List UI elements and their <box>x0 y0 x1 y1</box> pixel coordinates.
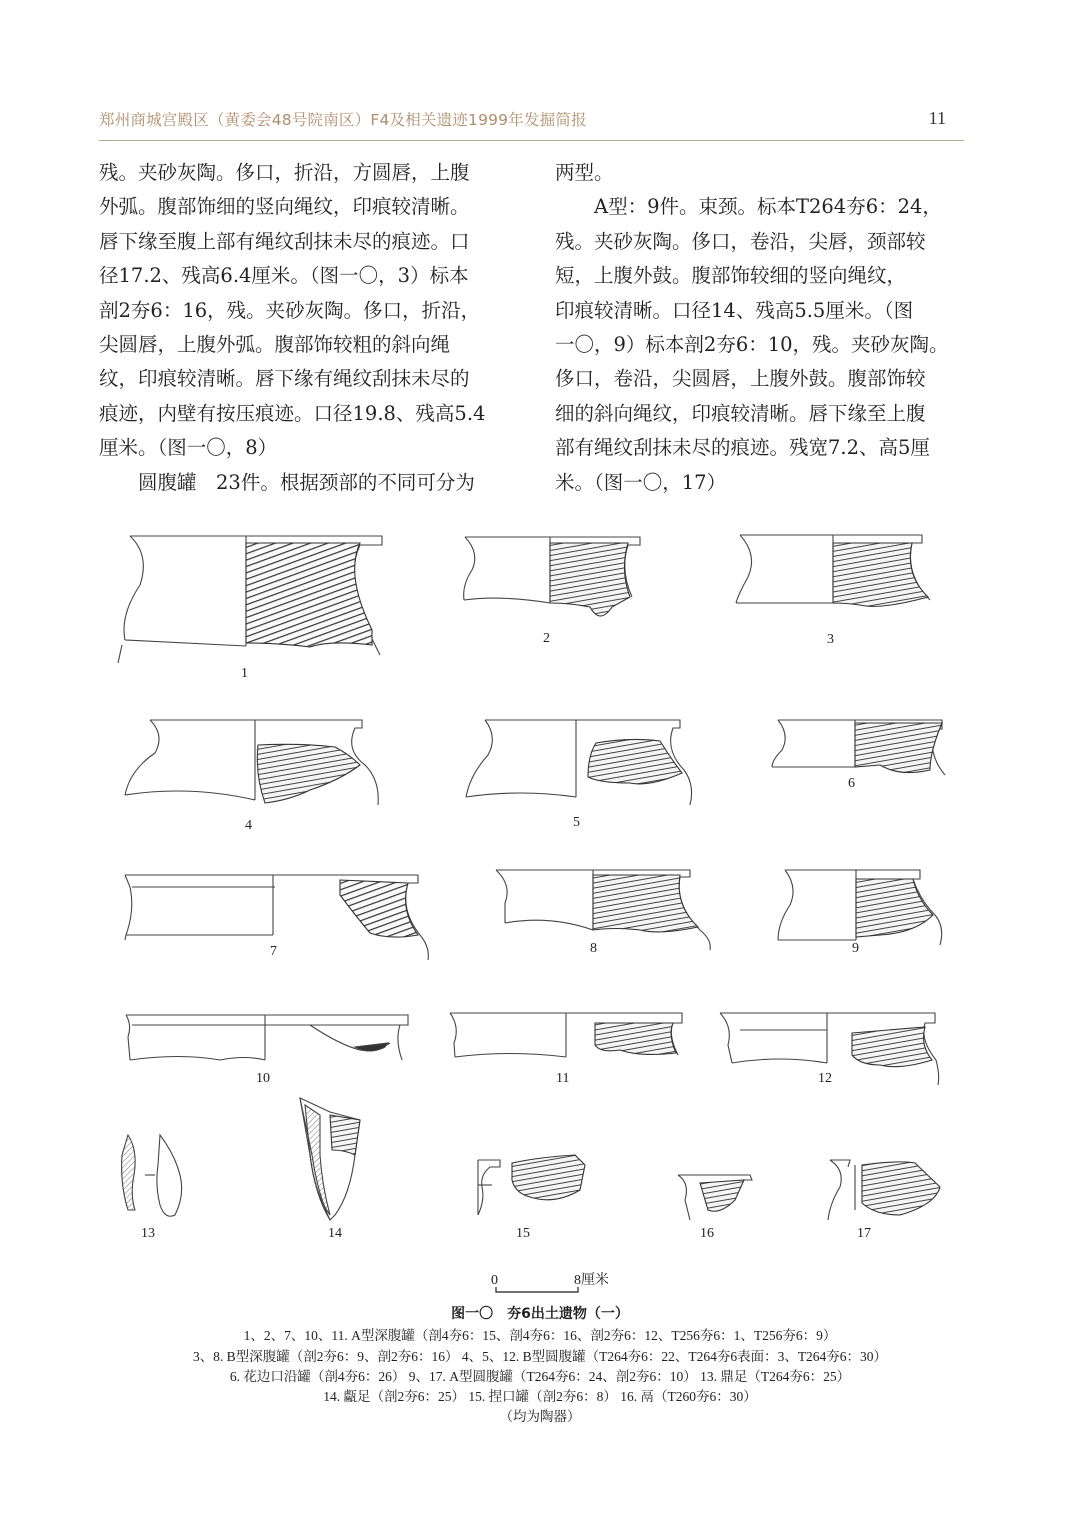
left-text-column <box>99 156 519 500</box>
vessel-14-drawing <box>300 1098 360 1220</box>
figure-label: 3 <box>827 632 834 647</box>
figure-label: 9 <box>852 941 859 956</box>
figure-caption-line: 14. 甗足（剖2夯6：25） 15. 捏口罐（剖2夯6：8） 16. 鬲（T260夯6：30） <box>323 1389 757 1404</box>
text-line: 痕迹，内壁有按压痕迹。口径19.8、残高5.4 <box>99 401 486 425</box>
text-line: 纹，印痕较清晰。唇下缘有绳纹刮抹未尽的 <box>99 367 470 391</box>
figure-caption-line: （均为陶器） <box>499 1409 581 1424</box>
vessel-17-drawing <box>828 1160 940 1220</box>
figure-label: 1 <box>241 666 248 681</box>
text-line: 短，上腹外鼓。腹部饰较细的竖向绳纹， <box>555 264 907 288</box>
vessel-5-drawing <box>466 720 692 805</box>
text-line: A型：9件。束颈。标本T264夯6：24， <box>555 195 942 219</box>
header-rule <box>99 140 964 141</box>
figure-label: 5 <box>573 815 580 830</box>
figure-caption-line: 1、2、7、10、11. A型深腹罐（剖4夯6：15、剖4夯6：16、剖2夯6：12、T256夯6：1、T256夯6：9） <box>243 1328 837 1343</box>
figure-caption-line: 3、8. B型深腹罐（剖2夯6：9、剖2夯6：16） 4、5、12. B型圆腹罐（T264夯6：22、T264夯6表面：3、T264夯6：30） <box>192 1349 888 1364</box>
figure-caption-line: 6. 花边口沿罐（剖4夯6：26） 9、17. A型圆腹罐（T264夯6：24、剖2夯6：10） 13. 鼎足（T264夯6：25） <box>229 1369 851 1384</box>
figure-label: 12 <box>818 1071 832 1086</box>
figure-label: 6 <box>848 776 855 791</box>
scale-end-label: 8厘米 <box>574 1273 608 1288</box>
figure-labels <box>141 631 871 1241</box>
figure-label: 7 <box>270 944 277 959</box>
vessel-2-drawing <box>464 537 640 616</box>
pottery-figure <box>0 515 1080 1305</box>
text-line: 剖2夯6：16，残。夹砂灰陶。侈口，折沿， <box>99 298 481 322</box>
figure-label: 16 <box>700 1226 714 1241</box>
vessel-1-drawing <box>118 536 382 663</box>
figure-label: 13 <box>141 1226 155 1241</box>
vessel-9-drawing <box>778 870 942 945</box>
right-text-column <box>555 156 975 500</box>
text-line: 径17.2、残高6.4厘米。（图一〇，3）标本 <box>99 264 469 288</box>
text-line: 唇下缘至腹上部有绳纹刮抹未尽的痕迹。口 <box>99 229 470 253</box>
text-line: 厘米。（图一〇，8） <box>99 436 278 460</box>
vessel-16-drawing <box>678 1175 752 1220</box>
running-header-title: 郑州商城宫殿区（黄委会48号院南区）F4及相关遗迹1999年发掘简报 <box>99 111 587 129</box>
vessel-10-drawing <box>126 1015 408 1060</box>
text-line: 尖圆唇，上腹外弧。腹部饰较粗的斜向绳 <box>99 333 451 357</box>
figure-label: 15 <box>516 1226 530 1241</box>
text-line: 两型。 <box>555 161 614 184</box>
text-line: 印痕较清晰。口径14、残高5.5厘米。（图 <box>555 298 914 322</box>
text-line: 部有绳纹刮抹未尽的痕迹。残宽7.2、高5厘 <box>555 436 930 460</box>
scale-bar <box>488 1270 608 1300</box>
page-number: 11 <box>928 108 946 128</box>
figure-label: 2 <box>543 631 550 646</box>
vessel-11-drawing <box>450 1013 682 1057</box>
text-line: 侈口，卷沿，尖圆唇，上腹外鼓。腹部饰较 <box>555 367 926 391</box>
figure-label: 11 <box>556 1071 570 1086</box>
figure-caption-title: 图一〇 夯6出土遗物（一） <box>451 1306 629 1322</box>
vessel-15-drawing <box>478 1155 585 1215</box>
text-line: 圆腹罐 23件。根据颈部的不同可分为 <box>99 470 475 494</box>
vessel-13-drawing <box>122 1135 182 1216</box>
figure-label: 4 <box>245 818 252 833</box>
figure-label: 10 <box>256 1071 270 1086</box>
text-line: 细的斜向绳纹，印痕较清晰。唇下缘至上腹 <box>555 401 926 425</box>
text-line: 残。夹砂灰陶。侈口，卷沿，尖唇，颈部较 <box>555 229 926 253</box>
vessel-4-drawing <box>125 720 378 805</box>
vessel-6-drawing <box>772 720 945 775</box>
scale-start-label: 0 <box>491 1273 498 1288</box>
text-line: 外弧。腹部饰细的竖向绳纹，印痕较清晰。 <box>99 195 470 219</box>
figure-label: 17 <box>857 1226 871 1241</box>
figure-label: 14 <box>328 1226 342 1241</box>
vessel-3-drawing <box>736 535 930 606</box>
text-line: 一〇，9）标本剖2夯6：10，残。夹砂灰陶。 <box>555 333 949 357</box>
figure-label: 8 <box>590 941 597 956</box>
text-line: 米。（图一〇，17） <box>555 470 727 494</box>
text-line: 残。夹砂灰陶。侈口，折沿，方圆唇，上腹 <box>99 161 470 184</box>
vessel-8-drawing <box>496 870 710 950</box>
